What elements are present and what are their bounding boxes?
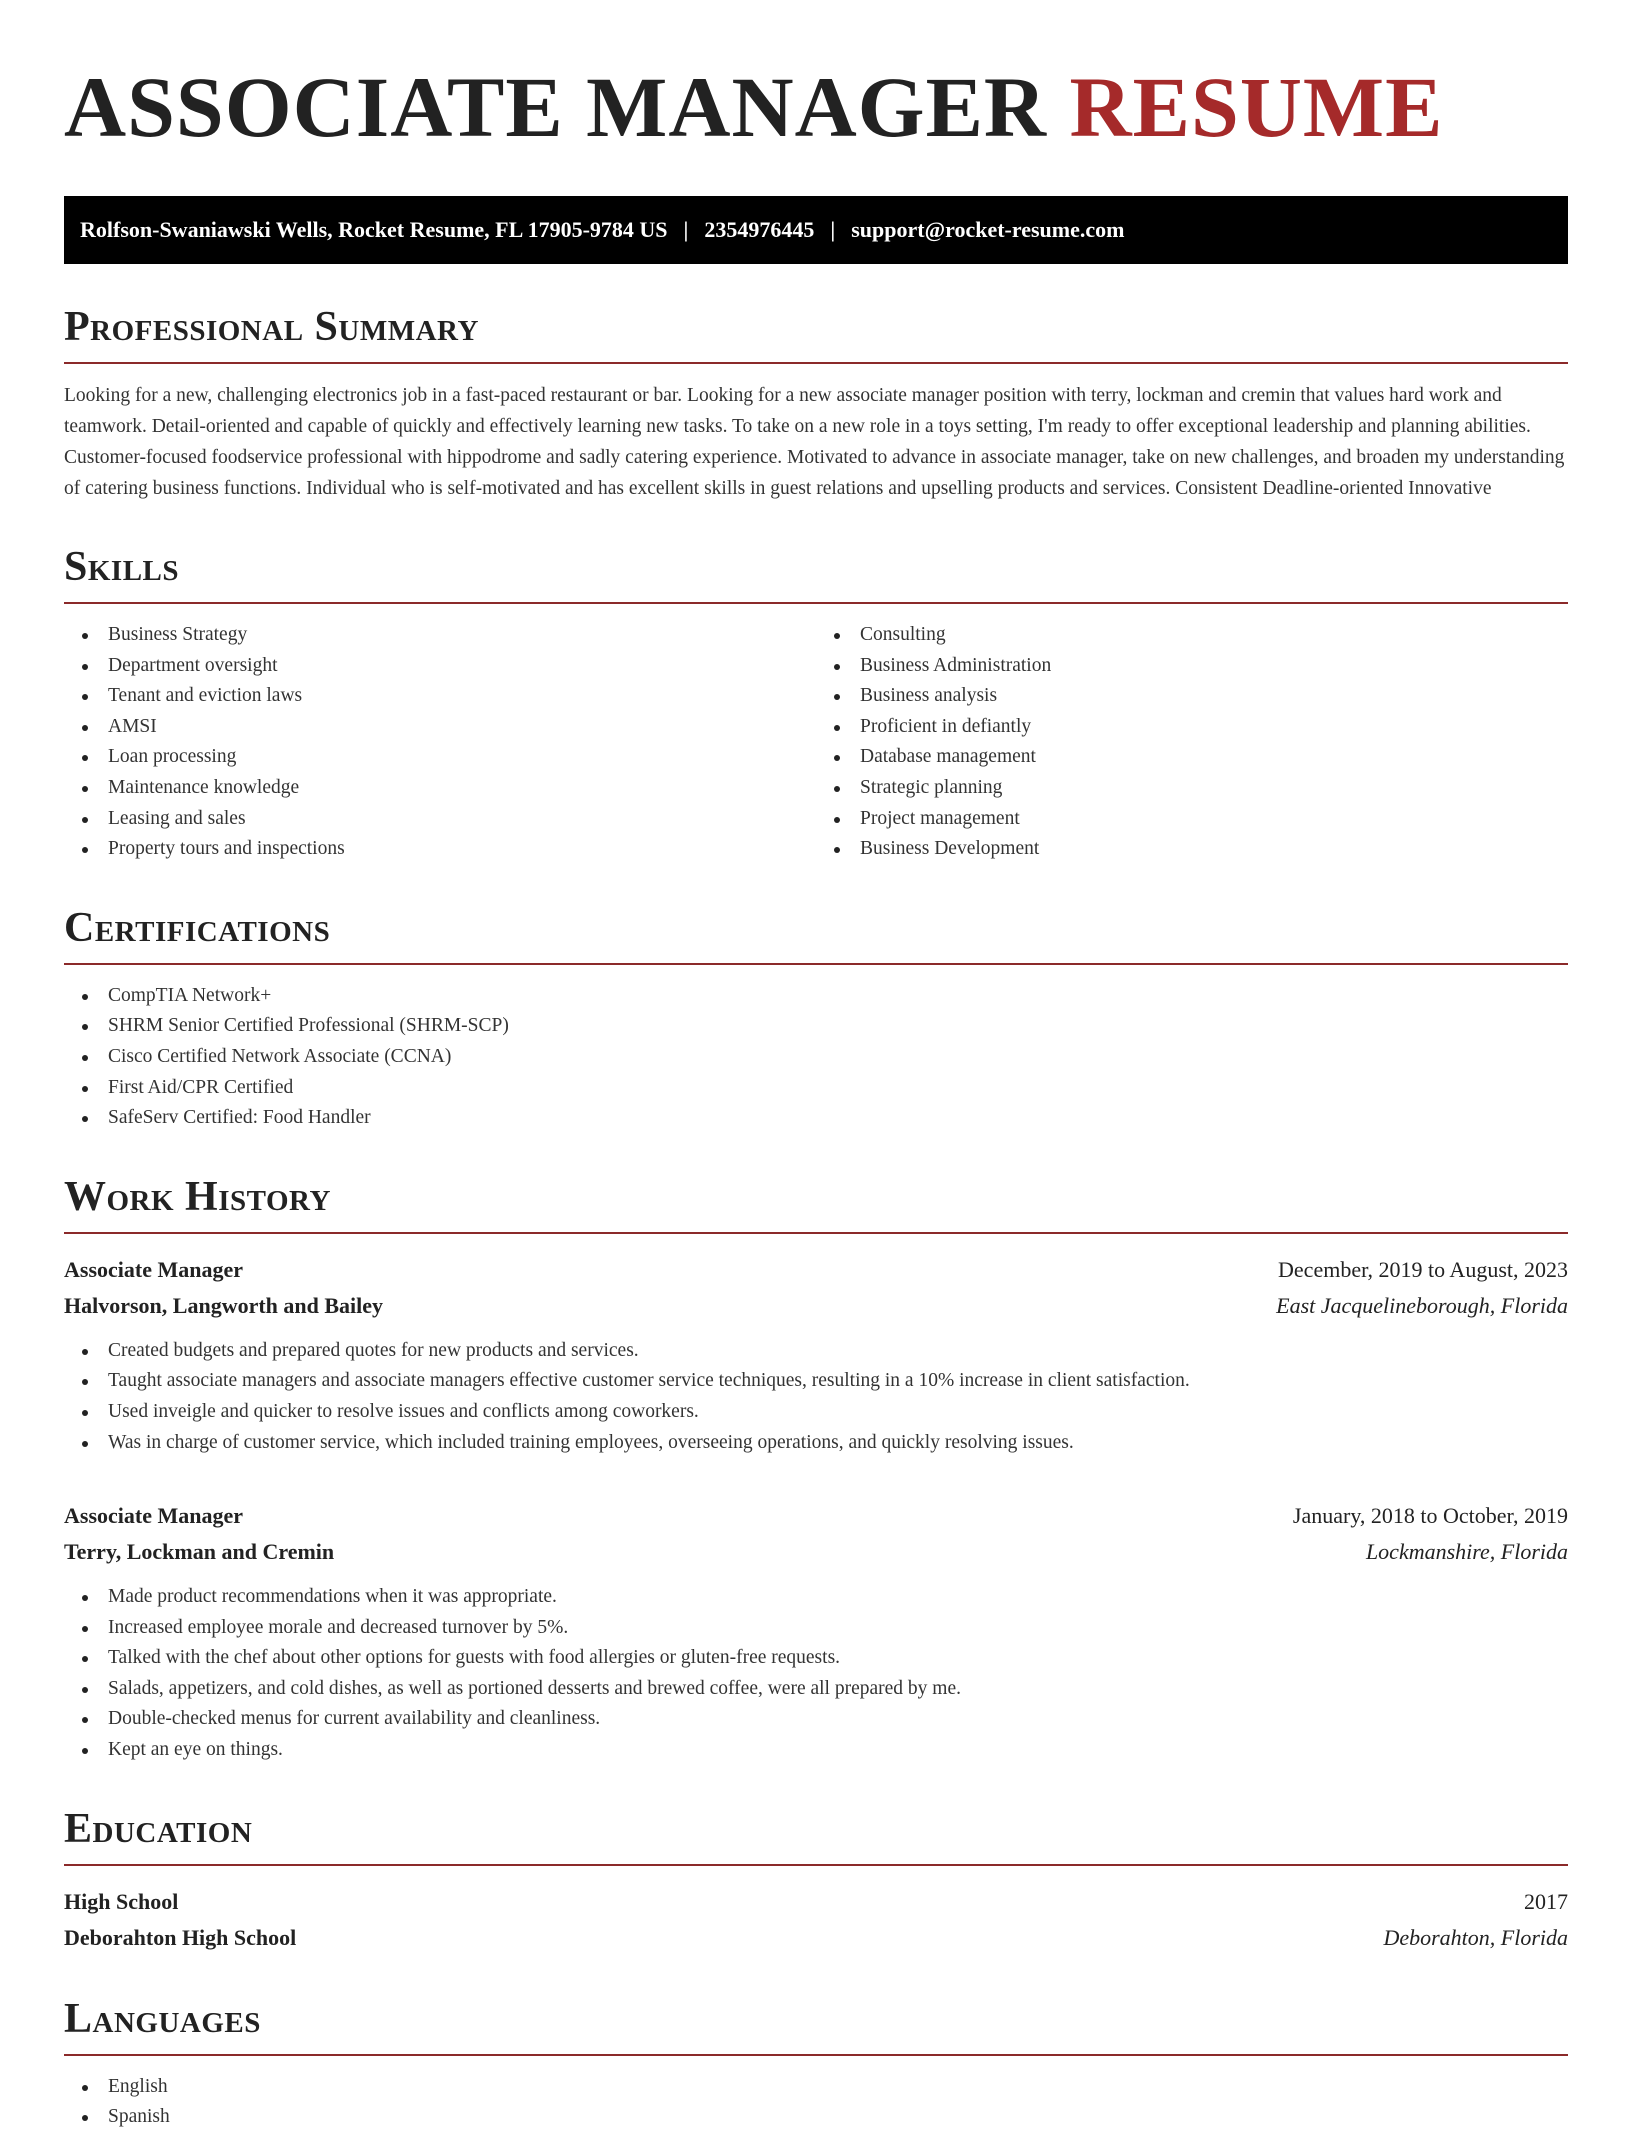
- skills-section: [64, 546, 1568, 865]
- certifications-list: [64, 981, 1568, 1134]
- skills-right-column: [816, 604, 1568, 865]
- section-heading: Certifications: [64, 907, 1568, 965]
- list-item: First Aid/CPR Certified: [64, 1073, 1568, 1104]
- job-company: Terry, Lockman and Cremin: [64, 1539, 335, 1565]
- list-item: Created budgets and prepared quotes for new products and services.: [64, 1336, 1568, 1367]
- list-item: SafeServ Certified: Food Handler: [64, 1103, 1568, 1134]
- education-school: Deborahton High School: [64, 1924, 297, 1950]
- list-item: Spanish: [64, 2102, 1568, 2133]
- list-item: Double-checked menus for current availability and cleanliness.: [64, 1704, 1568, 1735]
- list-item: AMSI: [64, 712, 816, 743]
- job-dates: January, 2018 to October, 2019: [1292, 1503, 1568, 1529]
- list-item: SHRM Senior Certified Professional (SHRM-SCP): [64, 1011, 1568, 1042]
- skills-left-column: [64, 604, 816, 865]
- list-item: Kept an eye on things.: [64, 1735, 1568, 1766]
- education-header-row: [64, 1884, 1568, 1920]
- job-company: Halvorson, Langworth and Bailey: [64, 1292, 384, 1318]
- education-degree: High School: [64, 1888, 179, 1914]
- skills-columns: [64, 604, 1568, 865]
- list-item: Proficient in defiantly: [816, 712, 1568, 743]
- list-item: Strategic planning: [816, 773, 1568, 804]
- certifications-section: [64, 904, 1568, 1134]
- contact-bar: [64, 196, 1568, 264]
- job-title: Associate Manager: [64, 1256, 244, 1282]
- job-header-row: [64, 1252, 1568, 1288]
- summary-text: Looking for a new, challenging electronics job in a fast-paced restaurant or bar. Looking for a new associate manager position with terry, lockman and cremin that values hard work and teamwork. Detail-oriented and capable of quickly and effectively learning new tasks. To take on a new role in a toys setting, I'm ready to offer exceptional leadership and planning abilities. Customer-focused foodservice professional with hippodrome and sadly catering experience. Motivated to advance in associate manager, take on new challenges, and broaden my understanding of catering business functions. Individual who is self-motivated and has excellent skills in guest relations and upselling products and services. Consistent Deadline-oriented Innovative: [64, 385, 1565, 499]
- section-heading: Skills: [64, 546, 1568, 604]
- job-entry: [64, 1498, 1568, 1766]
- education-year: 2017: [1524, 1888, 1568, 1914]
- education-entry: [64, 1884, 1568, 1956]
- list-item: Increased employee morale and decreased turnover by 5%.: [64, 1613, 1568, 1644]
- list-item: CompTIA Network+: [64, 981, 1568, 1012]
- resume-title: [64, 59, 1568, 160]
- list-item: Property tours and inspections: [64, 834, 816, 865]
- languages-list: [64, 2072, 1568, 2133]
- section-heading: Education: [64, 1808, 1568, 1866]
- education-section: [64, 1805, 1568, 1956]
- education-school-row: [64, 1920, 1568, 1956]
- languages-section: [64, 1995, 1568, 2133]
- skills-right-list: [816, 620, 1568, 865]
- job-dates: December, 2019 to August, 2023: [1278, 1256, 1568, 1282]
- list-item: Project management: [816, 804, 1568, 835]
- list-item: Was in charge of customer service, which included training employees, overseeing operations, and quickly resolving issues.: [64, 1428, 1568, 1459]
- job-company-row: [64, 1288, 1568, 1324]
- contact-separator: |: [683, 217, 689, 242]
- job-duties-list: [64, 1582, 1568, 1766]
- list-item: Business analysis: [816, 681, 1568, 712]
- list-item: Tenant and eviction laws: [64, 681, 816, 712]
- job-location: Lockmanshire, Florida: [1365, 1539, 1568, 1565]
- section-heading: Languages: [64, 1998, 1568, 2056]
- work-history-section: [64, 1173, 1568, 1766]
- list-item: Taught associate managers and associate managers effective customer service techniques, resulting in a 10% increase in client satisfaction.: [64, 1366, 1568, 1397]
- title-main: ASSOCIATE MANAGER: [64, 59, 1048, 155]
- job-title: Associate Manager: [64, 1503, 244, 1529]
- section-heading: Professional Summary: [64, 306, 1568, 364]
- title-accent: RESUME: [1069, 59, 1444, 155]
- contact-phone: 2354976445: [704, 217, 815, 242]
- job-company-row: [64, 1534, 1568, 1570]
- list-item: Database management: [816, 742, 1568, 773]
- list-item: Business Strategy: [64, 620, 816, 651]
- list-item: Loan processing: [64, 742, 816, 773]
- list-item: Department oversight: [64, 651, 816, 682]
- job-location: East Jacquelineborough, Florida: [1276, 1292, 1568, 1318]
- job-entry: [64, 1252, 1568, 1458]
- list-item: Salads, appetizers, and cold dishes, as well as portioned desserts and brewed coffee, were all prepared by me.: [64, 1674, 1568, 1705]
- contact-address: Rolfson-Swaniawski Wells, Rocket Resume, FL 17905-9784 US: [80, 217, 668, 242]
- list-item: Talked with the chef about other options for guests with food allergies or gluten-free requests.: [64, 1643, 1568, 1674]
- contact-email: support@rocket-resume.com: [851, 217, 1125, 242]
- list-item: Business Administration: [816, 651, 1568, 682]
- list-item: Maintenance knowledge: [64, 773, 816, 804]
- education-location: Deborahton, Florida: [1383, 1924, 1568, 1950]
- job-duties-list: [64, 1336, 1568, 1458]
- list-item: Business Development: [816, 834, 1568, 865]
- list-item: Made product recommendations when it was appropriate.: [64, 1582, 1568, 1613]
- list-item: Consulting: [816, 620, 1568, 651]
- skills-left-list: [64, 620, 816, 865]
- job-header-row: [64, 1498, 1568, 1534]
- contact-separator: |: [830, 217, 836, 242]
- list-item: English: [64, 2072, 1568, 2103]
- summary-section: [64, 306, 1568, 504]
- list-item: Used inveigle and quicker to resolve issues and conflicts among coworkers.: [64, 1397, 1568, 1428]
- list-item: Cisco Certified Network Associate (CCNA): [64, 1042, 1568, 1073]
- list-item: Leasing and sales: [64, 804, 816, 835]
- section-heading: Work History: [64, 1176, 1568, 1234]
